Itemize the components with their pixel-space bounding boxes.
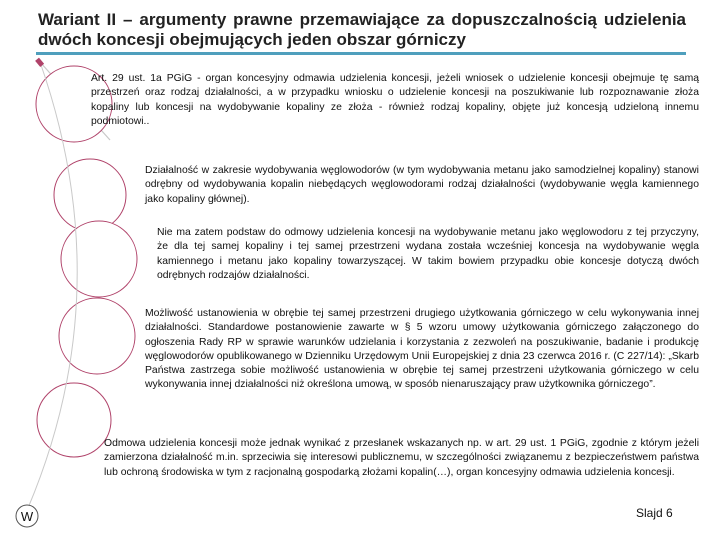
paragraph-text: Art. 29 ust. 1a PGiG - organ koncesyjny odmawia udzielenia koncesji, jeżeli wniosek o udzielenie koncesji obejmuje tę samą przestrzeń oraz rodzaj działalności, a w przypadku wniosku o udzielenie koncesji na poszukiwanie lub rozpoznawanie złoża kopaliny lub koncesji na wydobywanie kopaliny ze złoża - również rodzaj kopaliny, objęte już koncesją udzieloną innemu podmiotowi.. xyxy=(91,73,699,127)
paragraph-text: Odmowa udzielenia koncesji może jednak wynikać z przesłanek wskazanych np. w art. 29 ust. 1 PGiG, zgodnie z którym jeżeli zamierzona działalność m.in. sprzeciwia się interesowi publicznemu, w szczególności związanemu z bezpieczeństwem państwa lub ochroną środowiska w tym z racjonalną gospodarką złożami kopalin(…), organ koncesyjny odmawia udzielenia koncesji. xyxy=(104,438,699,478)
slide-number: Slajd 6 xyxy=(636,506,673,520)
paragraph-hydrocarbons xyxy=(145,164,699,207)
logo-mark: W xyxy=(20,509,34,524)
ring-node-3 xyxy=(61,221,137,297)
paragraph-refusal-grounds xyxy=(104,437,699,480)
slide-title: Wariant II – argumenty prawne przemawiające za dopuszczalnością udzielenia dwóch koncesji obejmujących jeden obszar górniczy xyxy=(38,10,686,49)
paragraph-no-grounds xyxy=(157,226,699,283)
paragraph-second-usufruct xyxy=(145,307,699,393)
ring-node-5 xyxy=(37,383,111,457)
paragraph-text: Nie ma zatem podstaw do odmowy udzielenia koncesji na wydobywanie metanu jako węglowodoru z tej przyczyny, że dla tej samej kopaliny i tej samej przestrzeni wydana została wcześniej koncesja na wydobywanie węgla kamiennego i metanu jako kopaliny towarzyszącej. W takim bowiem przypadku obie koncesje dotyczą dwóch odrębnych rodzajów działalności. xyxy=(157,227,699,281)
paragraph-text: Działalność w zakresie wydobywania węglowodorów (w tym wydobywania metanu jako samodzielnej kopaliny) stanowi odrębny od wydobywania kopalin niebędących węglowodorami rodzaj działalności (wydobywanie węgla kamiennego jako kopaliny głównej). xyxy=(145,165,699,205)
paragraph-art29-1a xyxy=(91,72,699,129)
paragraph-text: Możliwość ustanowienia w obrębie tej samej przestrzeni drugiego użytkowania górniczego w celu wykonywania innej działalności. Standardowe postanowienie zawarte w § 5 wzoru umowy użytkowania górniczego załączonego do ogłoszenia Rady RP w sprawie warunków udzielania i korzystania z zezwoleń na poszukiwanie, badanie i produkcję węglowodorów opublikowanego w Dzienniku Urzędowym Unii Europejskiej z dnia 23 czerwca 2016 r. (C 227/14): „Skarb Państwa zastrzega sobie możliwość ustanowienia w obrębie tej samej przestrzeni użytkowania górniczego w celu wykonywania innej działalności niż określona umową, w sposób nienaruszający praw użytkownika górniczego”. xyxy=(145,308,699,391)
ring-node-2 xyxy=(54,159,126,231)
